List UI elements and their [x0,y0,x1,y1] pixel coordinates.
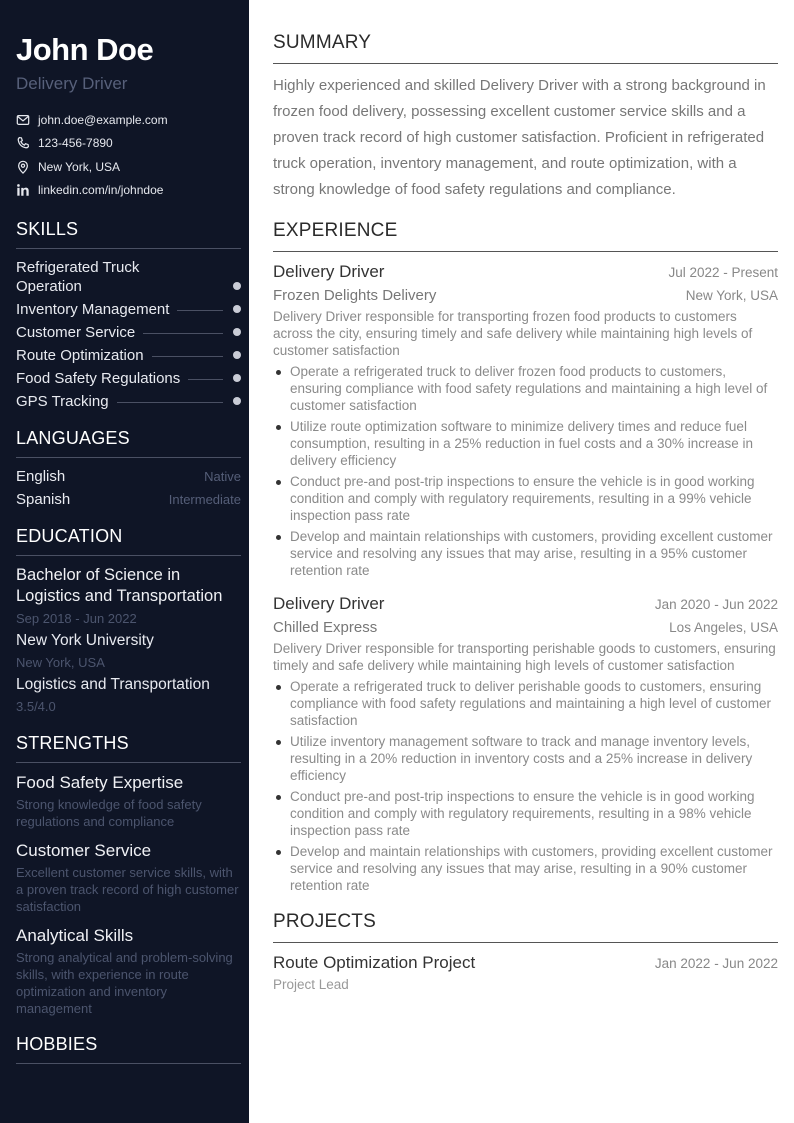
job-bullet: Utilize inventory management software to track and manage inventory levels, resulting in a 20% reduction in inventory costs and a 25% increase in delivery efficiency [273,733,778,784]
contact-phone[interactable] [16,132,241,156]
skill-dot [233,282,241,290]
job-location: Los Angeles, USA [669,620,778,635]
strength-title: Food Safety Expertise [16,773,184,792]
skills-heading: SKILLS [16,218,241,249]
skill-dot [233,305,241,313]
location-text: New York, USA [38,159,121,174]
strength-desc: Strong knowledge of food safety regulations and compliance [16,797,202,829]
phone-text: 123-456-7890 [38,136,113,151]
education-field: Logistics and Transportation [16,676,210,693]
summary-text: Highly experienced and skilled Delivery Driver with a strong background in frozen food delivery, possessing excellent customer service skills and a proven track record of high customer satisfaction. Proficient in refrigerated truck operation, inventory management, and route optimization, with a strong knowledge of food safety regulations and compliance. [273,77,766,198]
job-bullet: Conduct pre-and post-trip inspections to ensure the vehicle is in good working condition and comply with regulatory requirements, resulting in a 99% vehicle inspection pass rate [273,473,778,524]
skill-label: Route Optimization [16,347,144,364]
project-role: Project Lead [273,977,349,992]
skill-item [16,346,241,365]
skill-item [16,369,241,388]
projects-heading: PROJECTS [273,910,778,943]
job-entry [273,261,778,579]
email-text: john.doe@example.com [38,112,168,127]
education-dates: Sep 2018 - Jun 2022 [16,611,137,626]
education-location: New York, USA [16,655,105,670]
skill-item [16,300,241,319]
sidebar [0,0,249,1123]
job-entry [273,593,778,894]
job-bullet: Conduct pre-and post-trip inspections to ensure the vehicle is in good working condition and comply with regulatory requirements, resulting in a 98% vehicle inspection pass rate [273,788,778,839]
hobbies-heading: HOBBIES [16,1033,241,1064]
contact-linkedin[interactable] [16,179,241,203]
contact-list [16,108,241,202]
job-title: Delivery Driver [273,594,385,613]
main-content [273,31,778,992]
job-bullet: Operate a refrigerated truck to deliver perishable goods to customers, ensuring compliance with food safety regulations and maintaining a high level of customer satisfaction [273,678,778,729]
skill-dot [233,397,241,405]
location-pin-icon [16,160,30,174]
strength-item [16,925,241,1017]
strengths-list [16,772,241,1017]
skill-divider [177,310,223,311]
education-degree: Bachelor of Science in Logistics and Transportation [16,566,223,605]
strength-desc: Strong analytical and problem-solving skills, with experience in route optimization and inventory management [16,950,233,1016]
language-item [16,467,241,486]
language-item [16,490,241,509]
contact-email[interactable] [16,108,241,132]
skill-label: Refrigerated Truck Operation [16,259,140,295]
education-gpa: 3.5/4.0 [16,699,56,714]
skill-divider [117,402,223,403]
language-name: Spanish [16,491,71,508]
education-school: New York University [16,632,154,649]
candidate-title: Delivery Driver [16,74,128,93]
projects-section [273,910,778,992]
contact-location [16,155,241,179]
skill-item [16,258,241,296]
education-heading: EDUCATION [16,525,241,556]
experience-section [273,219,778,894]
summary-heading: SUMMARY [273,31,778,64]
job-dates: Jan 2020 - Jun 2022 [654,597,778,612]
project-entry [273,952,778,992]
skill-dot [233,328,241,336]
job-dates: Jul 2022 - Present [668,265,778,280]
language-name: English [16,468,66,485]
education-entry [16,565,241,716]
experience-heading: EXPERIENCE [273,219,778,252]
job-description: Delivery Driver responsible for transporting frozen food products to customers across the city, ensuring timely and safe delivery while maintaining high levels of customer satisfaction [273,309,753,358]
strength-item [16,840,241,915]
job-bullet: Utilize route optimization software to minimize delivery times and reduce fuel consumption, resulting in a 25% reduction in fuel costs and a 30% increase in delivery efficiency [273,418,778,469]
strength-title: Customer Service [16,841,152,860]
strength-desc: Excellent customer service skills, with a proven track record of high customer satisfaction [16,865,239,914]
job-bullet: Develop and maintain relationships with customers, providing excellent customer service and resolving any issues that may arise, resulting in a 90% customer retention rate [273,843,778,894]
linkedin-text: linkedin.com/in/johndoe [38,183,164,198]
job-company: Frozen Delights Delivery [273,287,437,304]
job-location: New York, USA [685,288,778,303]
job-title: Delivery Driver [273,262,385,281]
linkedin-icon [16,183,30,197]
skill-divider [143,333,223,334]
mail-icon [16,113,30,127]
languages-heading: LANGUAGES [16,427,241,458]
candidate-name: John Doe [16,32,154,67]
job-company: Chilled Express [273,619,378,636]
skill-divider [152,356,223,357]
skill-dot [233,374,241,382]
job-bullet: Develop and maintain relationships with customers, providing excellent customer service and resolving any issues that may arise, resulting in a 95% customer retention rate [273,528,778,579]
languages-list [16,467,241,509]
skill-label: Food Safety Regulations [16,370,181,387]
strengths-heading: STRENGTHS [16,732,241,763]
skill-divider [188,379,223,380]
strength-title: Analytical Skills [16,926,134,945]
project-dates: Jan 2022 - Jun 2022 [654,956,778,971]
strength-item [16,772,241,830]
job-description: Delivery Driver responsible for transporting perishable goods to customers, ensuring timely and safe delivery while maintaining high levels of customer satisfaction [273,641,776,673]
job-bullets [273,363,778,579]
skill-label: Customer Service [16,324,136,341]
language-level: Native [204,469,241,484]
job-bullet: Operate a refrigerated truck to deliver frozen food products to customers, ensuring compliance with food safety regulations and maintaining a high level of customer satisfaction [273,363,778,414]
project-title: Route Optimization Project [273,953,476,972]
skill-item [16,392,241,411]
skills-list [16,258,241,411]
skill-divider [194,287,223,288]
skill-label: Inventory Management [16,301,170,318]
language-level: Intermediate [168,492,241,507]
skill-item [16,323,241,342]
job-bullets [273,678,778,894]
skill-dot [233,351,241,359]
skill-label: GPS Tracking [16,393,109,410]
phone-icon [16,136,30,150]
